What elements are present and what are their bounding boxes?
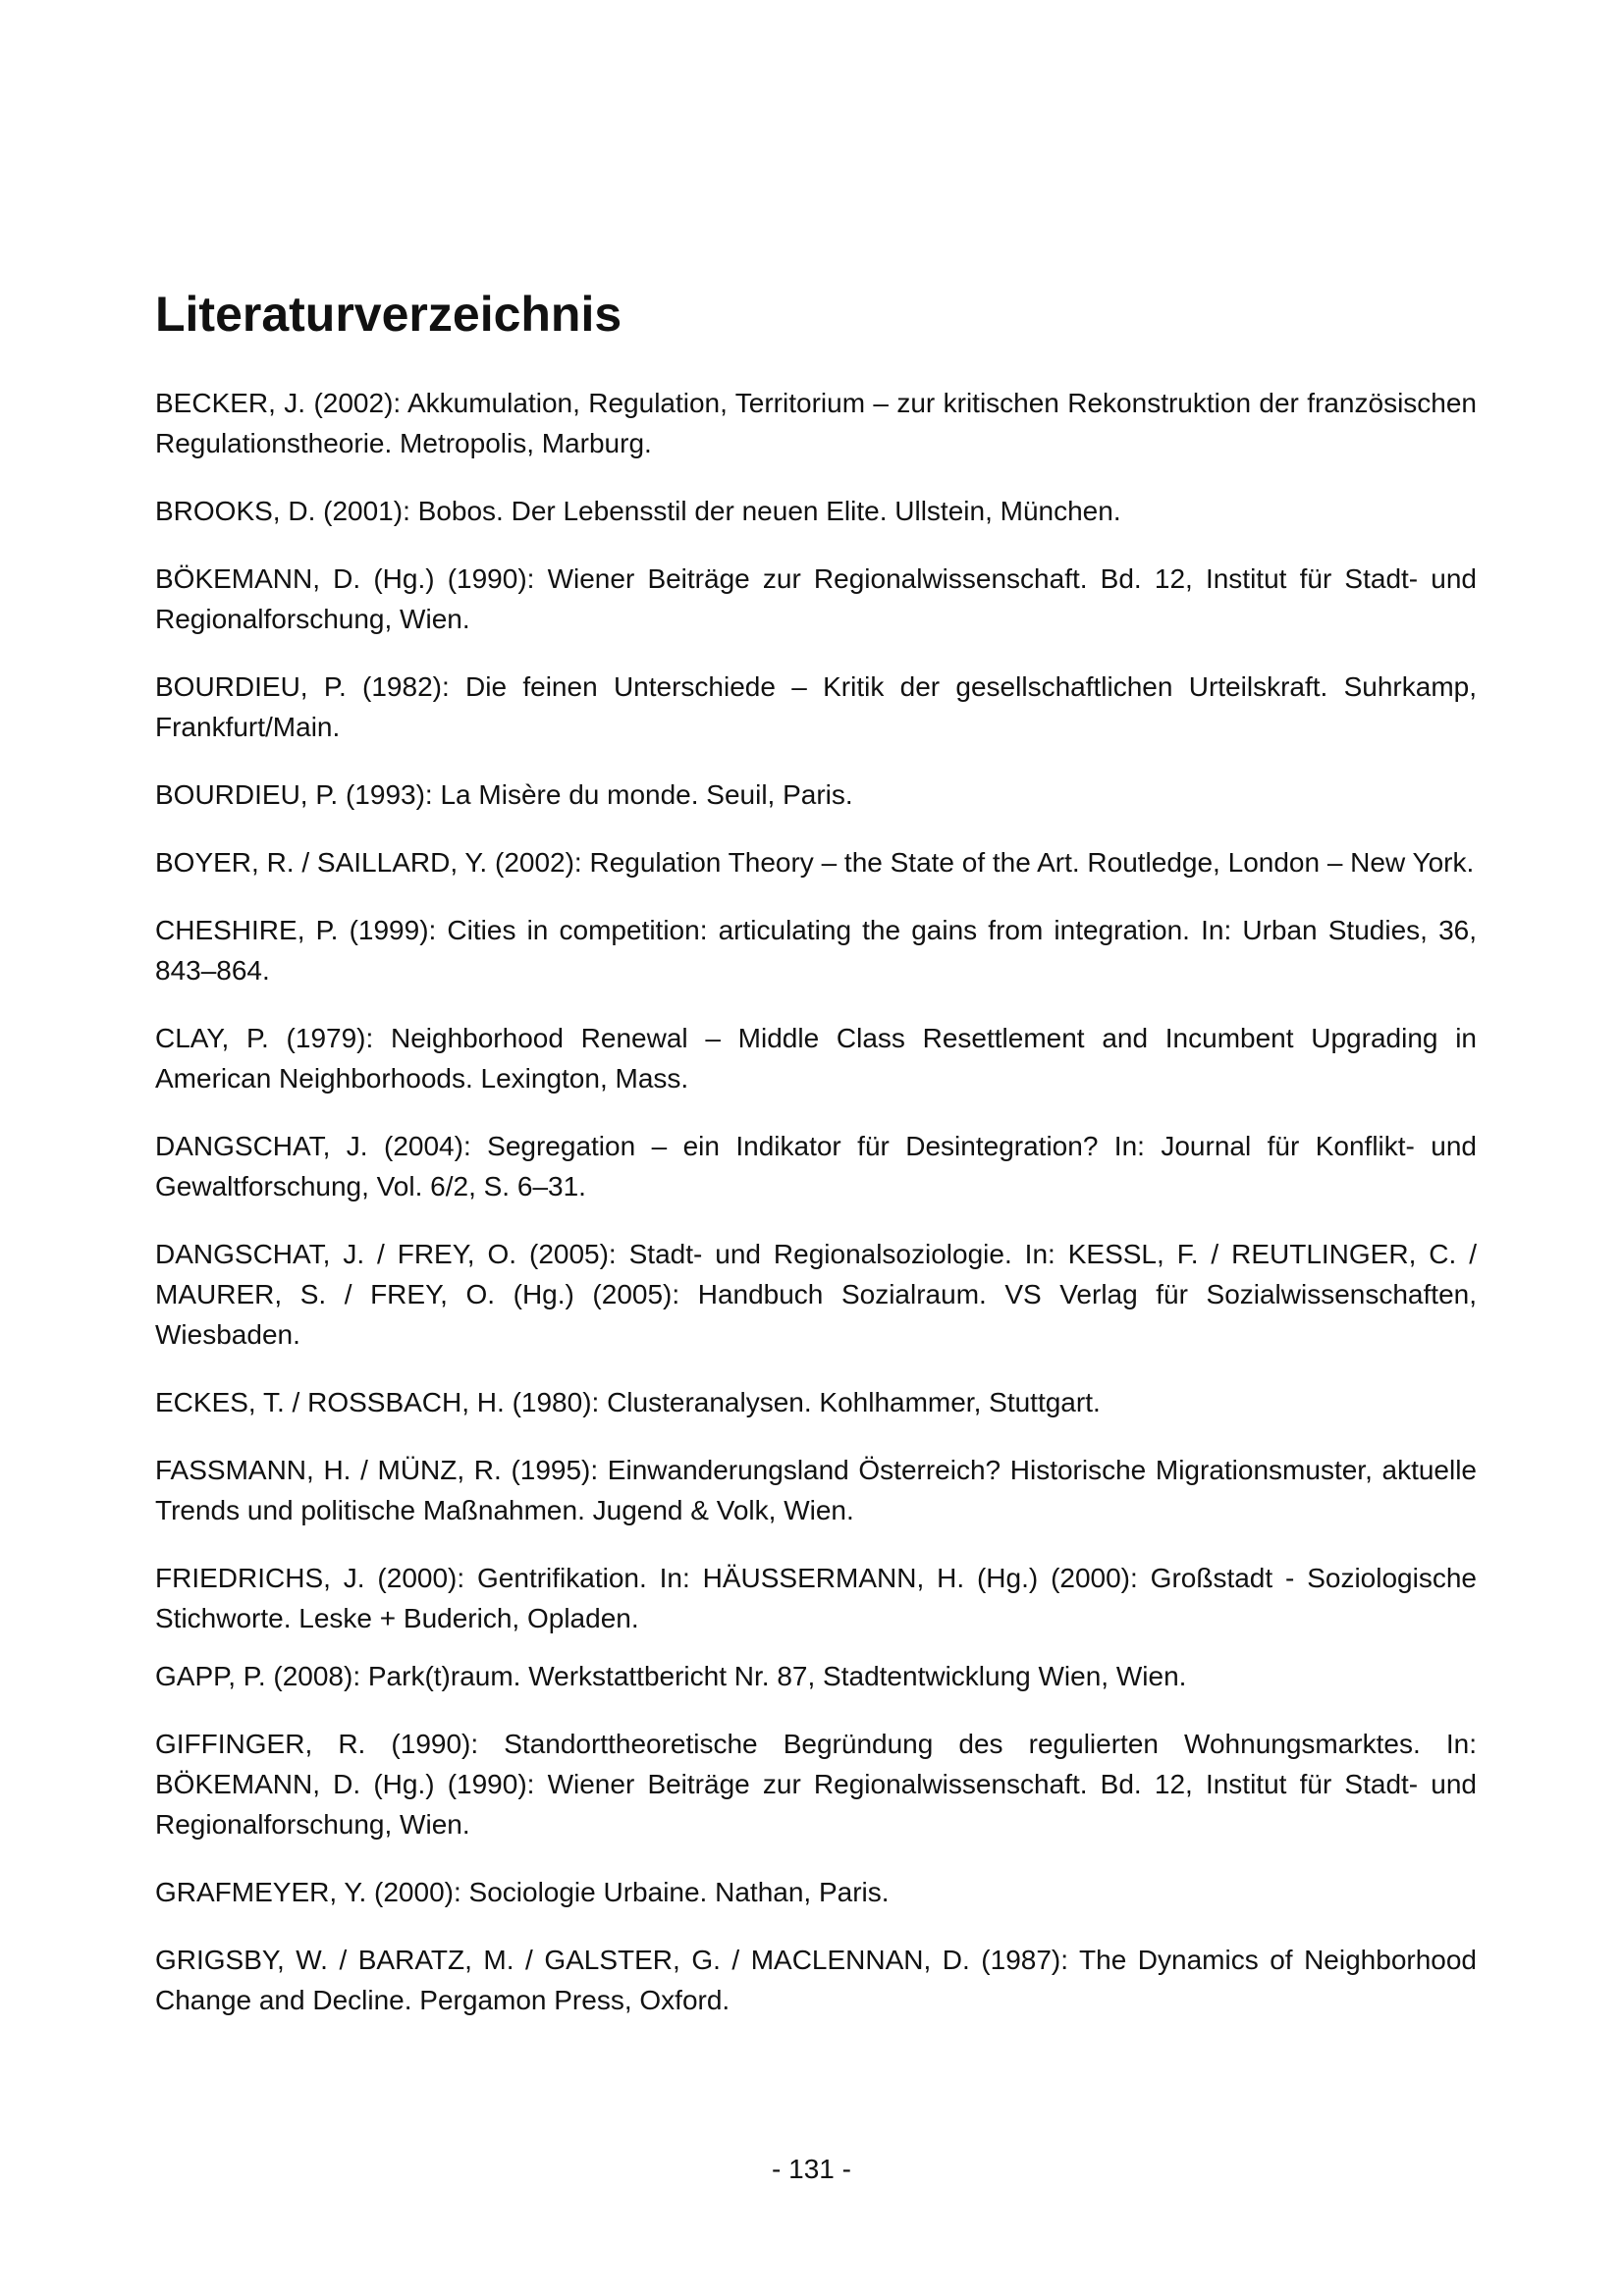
page-number: - 131 - [772, 2154, 851, 2184]
reference-list [155, 383, 1477, 2020]
reference-entry: GAPP, P. (2008): Park(t)raum. Werkstattbericht Nr. 87, Stadtentwicklung Wien, Wien. [155, 1661, 1187, 1691]
reference-entry: FASSMANN, H. / MÜNZ, R. (1995): Einwanderungsland Österreich? Historische Migrationsmuster, aktuelle Trends und politische Maßnahmen. Jugend & Volk, Wien. [155, 1455, 1477, 1525]
reference-entry: BOURDIEU, P. (1982): Die feinen Unterschiede – Kritik der gesellschaftlichen Urteilskraft. Suhrkamp, Frankfurt/Main. [155, 671, 1477, 742]
reference-entry: DANGSCHAT, J. (2004): Segregation – ein Indikator für Desintegration? In: Journal für Konflikt- und Gewaltforschung, Vol. 6/2, S. 6–31. [155, 1131, 1477, 1201]
reference-entry: BOYER, R. / SAILLARD, Y. (2002): Regulation Theory – the State of the Art. Routledge, London – New York. [155, 847, 1475, 878]
reference-entry: ECKES, T. / ROSSBACH, H. (1980): Clusteranalysen. Kohlhammer, Stuttgart. [155, 1387, 1101, 1417]
reference-entry: DANGSCHAT, J. / FREY, O. (2005): Stadt- und Regionalsoziologie. In: KESSL, F. / REUTLINGER, C. / MAURER, S. / FREY, O. (Hg.) (2005): Handbuch Sozialraum. VS Verlag für Sozialwissenschaften, Wiesbaden. [155, 1239, 1477, 1350]
reference-entry: GRAFMEYER, Y. (2000): Sociologie Urbaine. Nathan, Paris. [155, 1877, 890, 1907]
reference-entry: BÖKEMANN, D. (Hg.) (1990): Wiener Beiträge zur Regionalwissenschaft. Bd. 12, Institut für Stadt- und Regionalforschung, Wien. [155, 563, 1477, 634]
reference-entry: CLAY, P. (1979): Neighborhood Renewal – Middle Class Resettlement and Incumbent Upgrading in American Neighborhoods. Lexington, Mass. [155, 1023, 1477, 1094]
reference-entry: BOURDIEU, P. (1993): La Misère du monde. Seuil, Paris. [155, 779, 853, 810]
reference-entry: GIFFINGER, R. (1990): Standorttheoretische Begründung des regulierten Wohnungsmarktes. In: BÖKEMANN, D. (Hg.) (1990): Wiener Beiträge zur Regionalwissenschaft. Bd. 12, Institut für Stadt- und Regionalforschung, Wien. [155, 1729, 1477, 1840]
page-title: Literaturverzeichnis [155, 287, 622, 342]
reference-entry: BECKER, J. (2002): Akkumulation, Regulation, Territorium – zur kritischen Rekonstruktion der französischen Regulationstheorie. Metropolis, Marburg. [155, 388, 1477, 458]
reference-entry: CHESHIRE, P. (1999): Cities in competition: articulating the gains from integration. In: Urban Studies, 36, 843–864. [155, 915, 1477, 986]
reference-entry: FRIEDRICHS, J. (2000): Gentrifikation. In: HÄUSSERMANN, H. (Hg.) (2000): Großstadt - Soziologische Stichworte. Leske + Buderich, Opladen. [155, 1563, 1477, 1633]
reference-entry: GRIGSBY, W. / BARATZ, M. / GALSTER, G. / MACLENNAN, D. (1987): The Dynamics of Neighborhood Change and Decline. Pergamon Press, Oxford. [155, 1945, 1477, 2015]
reference-entry: BROOKS, D. (2001): Bobos. Der Lebensstil der neuen Elite. Ullstein, München. [155, 496, 1121, 526]
